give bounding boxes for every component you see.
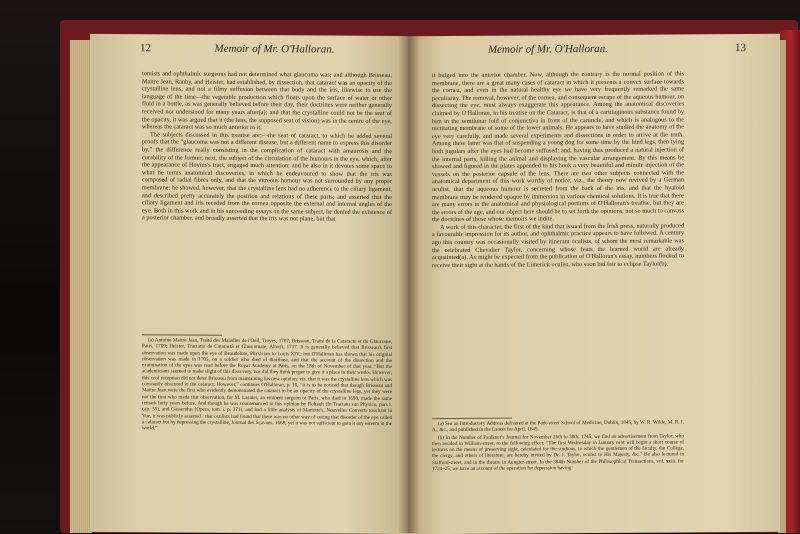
header-title: Memoir of Mr. O'Halloran.: [214, 42, 335, 56]
right-body-text: [432, 70, 684, 269]
page-number: 12: [140, 42, 151, 55]
left-footnotes: [142, 334, 392, 434]
left-body-text: [142, 70, 392, 224]
footnote-rule: [432, 418, 512, 420]
footnote: (a) See an Introductory Address delivered at the Park-street School of Medicine, Dublin, 1845, by W. R. Wilde, M. R. I. A., &c., and published in the Lancet for April, 1845.: [432, 419, 684, 434]
left-page: [90, 34, 408, 534]
book-gutter: [398, 35, 420, 533]
paragraph: it bulged into the anterior chamber. Now, although the contrary is the normal position of this membrane, there are a great many cases of cataract in which it presents a convex surface towards the cornea, and even in the natural healthy eye we have very frequently remarked the same peculiarity. The removal, however, of the cornea, and consequent escape of the aqueous humour, on dissecting the eye, must always exaggerate this appearance. Among the anatomical discoveries claimed by O'Halloran, in his treatise on the Cataract, is that of a cartilaginous substance found by him in the semilunar fold of conjunctiva in front of the caruncle, and which is analogous to the nictitating membrane of some of the lower animals. He appears to have studied the anatomy of the eye very carefully, and made several experiments and dissections in order to arrive at the truth. Among these latter was that of suspending a young dog for some time by the hind legs, then tying both jugulars after the eyes had become suffused; and, having thus produced a natural injection of the internal parts, killing the animal and displaying the vascular arrangement. By this means he showed and figured in the plates appended to his book a very beautiful and minute injection of the vessels on the posterior capsule of the lens. There are two other subjects connected with the anatomical department of this work worthy of notice, viz., the theory now revived by a German oculist, that the aqueous humour is secreted from the back of the iris, and that the hyaloid membrane may be rendered opaque by immersion in various chemical solutions. It is true that there are many errors in the anatomical and physiological portions of O'Halloran's treatise, but they are the errors of the age, and our object here should be to set forth the opinions, not so much to canvass the doctrines of those whose memoirs we indite.: [432, 70, 684, 224]
paragraph: A work of this character, the first of the kind that issued from the Irish press, naturally produced a favourable impression for its author, and ophthalmic practice appears to have followed. A century ago this country was occasionally visited by itinerant oculists, of whom the most remarkable was the celebrated Chevalier Taylor, concerning whose feats the learned world are already acquainted(a). As might be expected from the publication of O'Halloran's essay, numbers flocked to receive their sight at the hands of the Limerick oculist, who soon bid fair to eclipse Taylor(b).: [432, 222, 684, 269]
right-running-head: [488, 42, 746, 56]
footnote: (a) Antoine Maitre Jean, Traité des Maladies de l'Oeil, Troyes, 1707; Brisseau, Traité de la Cataracte et du Glaucome, Paris, 1709; Heister, Tractatio de Cataractâ et Glaucomate, Altorfi, 1717. It is generally believed that Brisseau's first observation was made upon the eye of Beaudelote, Physician to Louis XIV.; but O'Halloran has shown that his original observation was made in 1705, on a soldier who died of diarrhœa, and that the account of the dissection and the examination of the eyes was read before the Royal Academy at Paris, on the 18th of November of that year. “But the academicians seemed to make slight of this discovery, nor did they think proper to give it a place in their works. However, this cool reception did not deter Brisseau from maintaining his new opinion: viz. that it was the crystalline lens which was constantly obscured in the cataract. However,” continues O'Halloran, p. 10, “it is to be noticed that though Brisseau and Maitre Jean were the first who evidently demonstrated the cataract to be an opacity of the crystalline lens, yet they were not the first who made that observation, for M. Lasnier, an eminent surgeon of Paris, who died in 1690, made the same remark forty years before. And though he was countenanced in this opinion by Rohault (In Tractatu suo Physico, pars i. cap. 35), and Gassendus (Opera, tom. i. p. 371); and had a little analysis of Mariotte's, Nouvelles Converts touchant la Vue, it was publicly asserted · that oculists had found that there was no other way of curing that disorder of the eye called a cataract but by depressing the crystalline, Journal des Sçavans, 1668; yet it was not sufficient to gain it any esteem in the world.”: [142, 337, 392, 432]
left-fore-edge: [70, 40, 92, 533]
page-number: 13: [735, 41, 746, 55]
right-footnotes: [432, 416, 684, 473]
header-title: Memoir of Mr. O'Halloran.: [488, 42, 608, 56]
left-running-head: [140, 42, 398, 56]
paragraph: tomists and ophthalmic surgeons had not determined what glaucoma was; and although Brisseau, Maitre Jean, Ranby, and Heister, had established, by dissection, that cataract was an opacity of the crystalline lens, and not a filmy suffusion between that body and the iris, likewise to use the language of the time—the vegetable production which floats upon the surface of water or other fluid in a bottle, as was generally believed before their day, their doctrines were neither generally received nor understood for many years after(a); and that the crystalline could not be the seat of the opacity, it was argued that it (the lens, the supposed seat of vision) was in the centre of the eye, whereas the cataract was so much anterior to it.: [142, 70, 392, 132]
footnote: (b) In the Number of Faulkner's Journal for November 26th to 30th, 1745, we find an advertisement from Taylor, who then resided in William-street, to the following effect: “The first Wednesday in January next will begin a short course of lectures on the means of preserving sight, calculated for the studious, to which the gentlemen of the faculty, the College, the clergy, and others of literature, are hereby invited by Dr. J. Taylor, oculist to His Majesty, &c.” He also lectured in Stafford-street, and in the theatre in Aungier-street. In the 384th Number of the Philosophical Transactions, vol. xxiii. for 1724–25, we have an account of the operation for depression having: [432, 432, 684, 473]
paragraph: The subjects discussed in this treatise are;—the seat of cataract, to which he added several proofs that the “glaucoma was not a different disease, but a different name to express this disorder by,” the difference really consisting in the complication of cataract with amaurosis and the curability of the former; next, the subject of the circulation of the humours in the eye, which, after the appearance of Hovius's tract, engaged much attention; and he also in it devotes some space to what he terms anatomical discoveries, in which he endeavoured to show that the iris was composed of radial fibres only, and that the vitreous humour was not surrounded by any proper membrane: he showed, however, that the crystalline lens had no adherence to the ciliary ligament, and described pretty accurately the position and relations of these parts; and asserted that the ciliary ligament and iris receded from the cornea opposite the external and internal angles of the eye. Both in this work and in his succeeding essays on the same subject, he denied the existence of a posterior chamber, and broadly asserted that the iris was not plane, but that: [142, 131, 392, 223]
footnote-rule: [142, 334, 222, 336]
right-page: [408, 34, 780, 534]
